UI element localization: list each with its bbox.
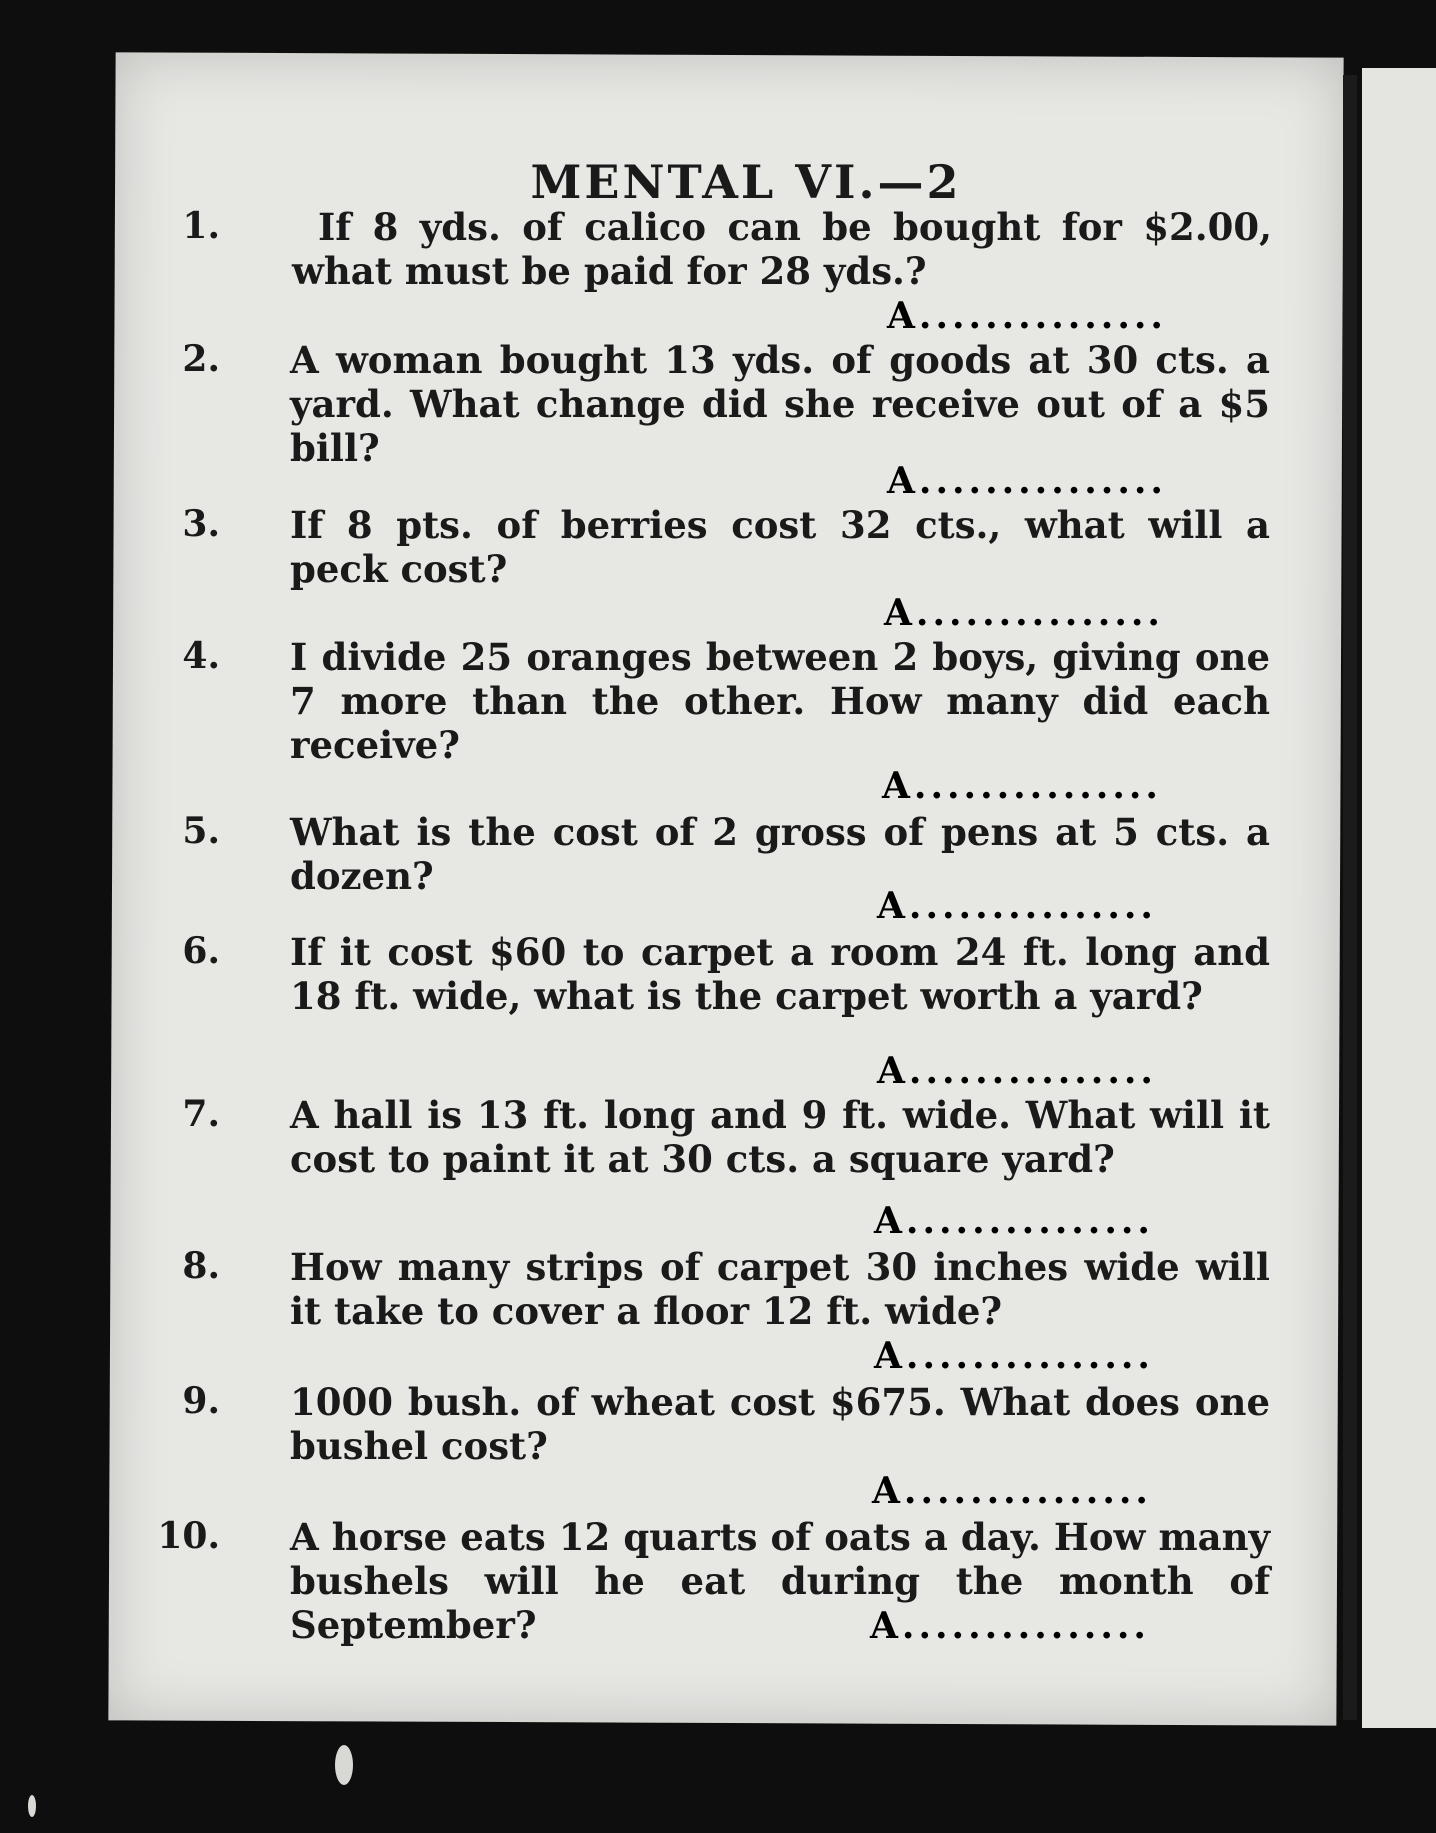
facing-page-edge (1362, 68, 1436, 1728)
question-number: 8. (182, 1245, 220, 1287)
question-number: 2. (182, 338, 220, 380)
page-edge-shadow (1343, 75, 1357, 1720)
paper-debris (335, 1745, 353, 1785)
answer-line: A............... (887, 295, 1167, 337)
answer-line: A............... (884, 592, 1164, 634)
question-number: 4. (182, 635, 220, 677)
question-number: 9. (182, 1380, 220, 1422)
question-text: If it cost $60 to carpet a room 24 ft. long and 18 ft. wide, what is the carpet worth a yard? (290, 930, 1270, 1018)
answer-line: A............... (874, 1200, 1154, 1242)
question-text: A woman bought 13 yds. of goods at 30 cts. a yard. What change did she receive out of a $5 bill? (290, 338, 1270, 470)
question-text: If 8 yds. of calico can be bought for $2.00, what must be paid for 28 yds.? (292, 205, 1272, 293)
answer-line: A............... (874, 1335, 1154, 1377)
answer-line: A............... (887, 460, 1167, 502)
question-text: I divide 25 oranges between 2 boys, giving one 7 more than the other. How many did each receive? (290, 635, 1270, 767)
page-title: MENTAL VI.—2 (530, 155, 962, 209)
answer-line: A............... (877, 885, 1157, 927)
question-number: 7. (182, 1093, 220, 1135)
paper-debris (28, 1795, 36, 1817)
question-text: If 8 pts. of berries cost 32 cts., what will a peck cost? (290, 503, 1270, 591)
question-number: 3. (182, 503, 220, 545)
answer-line: A............... (882, 765, 1162, 807)
question-number: 6. (182, 930, 220, 972)
question-text: A horse eats 12 quarts of oats a day. How many bushels will he eat during the month of September? (290, 1515, 1270, 1647)
answer-line: A............... (870, 1605, 1150, 1647)
question-text: A hall is 13 ft. long and 9 ft. wide. What will it cost to paint it at 30 cts. a square yard? (290, 1093, 1270, 1181)
question-text: What is the cost of 2 gross of pens at 5 cts. a dozen? (290, 810, 1270, 898)
worksheet-content (112, 55, 1340, 1723)
question-text: 1000 bush. of wheat cost $675. What does one bushel cost? (290, 1380, 1270, 1468)
question-text: How many strips of carpet 30 inches wide will it take to cover a floor 12 ft. wide? (290, 1245, 1270, 1333)
question-number: 1. (182, 205, 220, 247)
answer-line: A............... (872, 1470, 1152, 1512)
question-number: 5. (182, 810, 220, 852)
question-number: 10. (157, 1515, 220, 1557)
answer-line: A............... (877, 1050, 1157, 1092)
